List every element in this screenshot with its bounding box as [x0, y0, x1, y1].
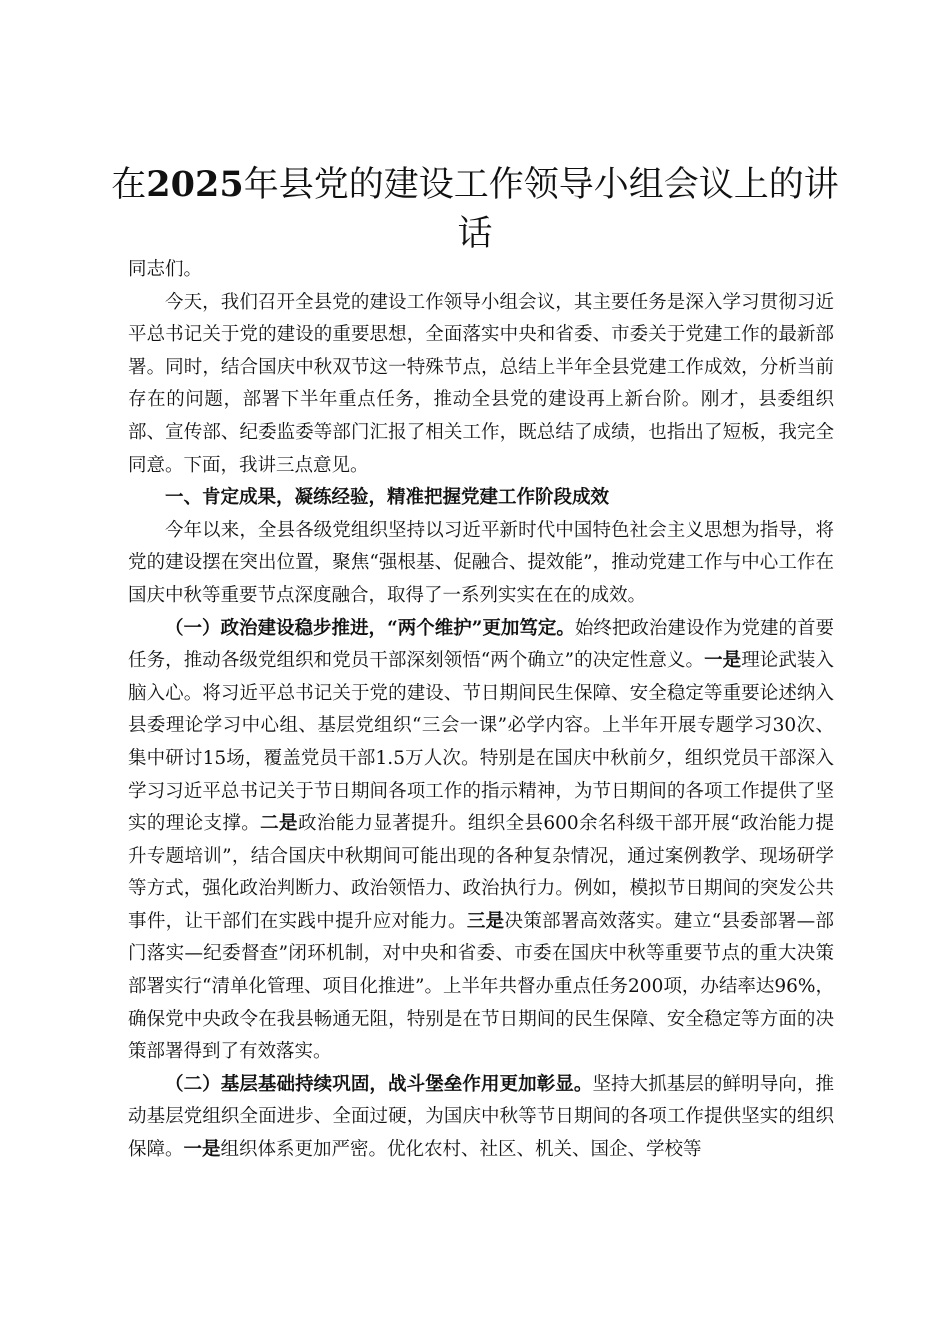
subsection-b-paragraph: [128, 1069, 834, 1167]
subsection-a-text-2: 理论武装入脑入心。将习近平总书记关于党的建设、节日期间民生保障、安全稳定等重要论述纳入县委理论学习中心组、基层党组织“三会一课”必学内容。上半年开展专题学习30次、集中研讨15场，覆盖党员干部1.5万人次。特别是在国庆中秋前夕，组织党员干部深入学习习近平总书记关于节日期间各项工作的指示精神，为节日期间的各项工作提供了坚实的理论支撑。: [128, 650, 834, 835]
intro-paragraph: 今天，我们召开全县党的建设工作领导小组会议，其主要任务是深入学习贯彻习近平总书记关于党的建设的重要思想，全面落实中央和省委、市委关于党建工作的最新部署。同时，结合国庆中秋双节这一特殊节点，总结上半年全县党建工作成效，分析当前存在的问题，部署下半年重点任务，推动全县党的建设再上新台阶。刚才，县委组织部、宣传部、纪委监委等部门汇报了相关工作，既总结了成绩，也指出了短板，我完全同意。下面，我讲三点意见。: [128, 291, 834, 476]
subsection-a-text-1: 始终把政治建设作为党建的首要任务，推动各级党组织和党员干部深刻领悟“两个确立”的决定性意义。: [128, 617, 834, 672]
subsection-b-keyword-1: 一是: [183, 1139, 221, 1161]
subsection-b-text-2: 组织体系更加严密。优化农村、社区、机关、国企、学校等: [220, 1139, 702, 1161]
subsection-a-title: （一）政治建设稳步推进，“两个维护”更加笃定。: [165, 617, 575, 639]
title-year: 2025: [146, 164, 244, 205]
salutation: 同志们。: [128, 259, 203, 280]
subsection-b-title: （二）基层基础持续巩固，战斗堡垒作用更加彰显。: [165, 1073, 593, 1095]
title-rest: 年县党的建设工作领导小组会议上的讲话: [243, 165, 839, 254]
title-prefix: 在: [111, 165, 147, 205]
subsection-b-text-1: 坚持大抓基层的鲜明导向，推动基层党组织全面进步、全面过硬，为国庆中秋等节日期间的各项工作提供坚实的组织保障。: [128, 1073, 834, 1161]
subsection-a-text-3: 政治能力显著提升。组织全县600余名科级干部开展“政治能力提升专题培训”，结合国庆中秋期间可能出现的各种复杂情况，通过案例教学、现场研学等方式，强化政治判断力、政治领悟力、政治执行力。例如，模拟节日期间的突发公共事件，让干部们在实践中提升应对能力。: [128, 813, 834, 932]
document-body: [128, 254, 834, 1167]
document-title: [100, 160, 850, 259]
subsection-a-text-4: 决策部署高效落实。建立“县委部署—部门落实—纪委督查”闭环机制，对中央和省委、市委在国庆中秋等重要节点的重大决策部署实行“清单化管理、项目化推进”。上半年共督办重点任务200项，办结率达96%，确保党中央政令在我县畅通无阻，特别是在节日期间的民生保障、安全稳定等方面的决策部署得到了有效落实。: [128, 910, 834, 1063]
section-heading-1: 一、肯定成果，凝练经验，精准把握党建工作阶段成效: [165, 487, 610, 509]
subsection-a-paragraph: [128, 613, 834, 1069]
section-1-lead-paragraph: 今年以来，全县各级党组织坚持以习近平新时代中国特色社会主义思想为指导，将党的建设摆在突出位置，聚焦“强根基、促融合、提效能”，推动党建工作与中心工作在国庆中秋等重要节点深度融合，取得了一系列实实在在的成效。: [128, 519, 834, 606]
subsection-a-keyword-2: 二是: [260, 813, 298, 835]
subsection-a-keyword-3: 三是: [466, 910, 505, 932]
subsection-a-keyword-1: 一是: [704, 650, 742, 672]
